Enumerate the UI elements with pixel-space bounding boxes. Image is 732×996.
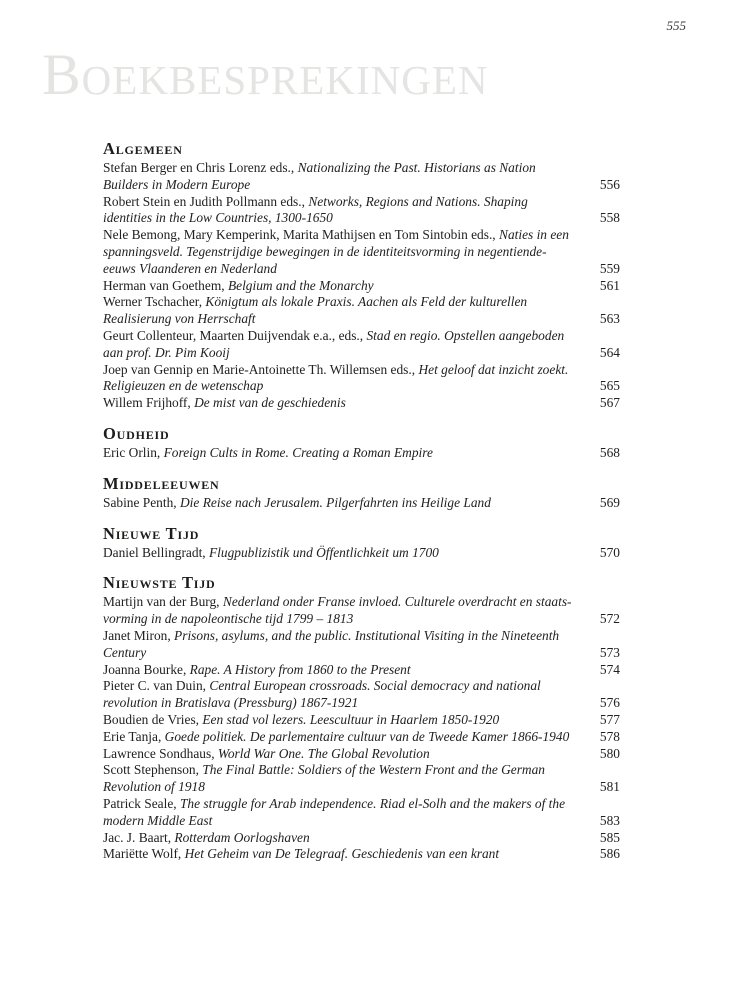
entry-title: Die Reise nach Jerusalem. Pilgerfahrten ins Heilige Land xyxy=(180,494,491,510)
entry-page-number: 580 xyxy=(599,745,620,761)
entry-title: De mist van de geschiedenis xyxy=(194,395,346,411)
entry-text xyxy=(103,278,586,295)
entry-page-number: 570 xyxy=(599,544,620,560)
entry-title: World War One. The Global Revolution xyxy=(217,745,430,761)
toc-entry xyxy=(103,729,620,746)
entry-title: Belgium and the Monarchy xyxy=(227,277,374,293)
entry-page-number: 578 xyxy=(599,728,620,744)
toc-entry xyxy=(103,328,620,362)
entry-author: Daniel Bellingradt, xyxy=(103,544,206,560)
entry-page-number: 567 xyxy=(599,395,620,411)
entry-page-number: 556 xyxy=(599,176,620,192)
entry-text xyxy=(103,830,586,847)
entry-page-number: 568 xyxy=(599,444,620,460)
section-heading: Oudheid xyxy=(103,423,170,443)
entry-author: Erie Tanja, xyxy=(103,728,162,744)
entry-text xyxy=(103,628,586,662)
entry-title: Naties in een spanningsveld. Tegenstrijdige bewegingen in de identiteitsvorming in negentiende-eeuws Vlaanderen en Nederland xyxy=(103,227,569,276)
entry-page-number: 577 xyxy=(599,711,620,727)
entry-title: Stad en regio. Opstellen aangeboden aan prof. Dr. Pim Kooij xyxy=(103,327,565,360)
entry-author: Geurt Collenteur, Maarten Duijvendak e.a., eds., xyxy=(103,327,364,343)
entry-title: Königtum als lokale Praxis. Aachen als Feld der kulturellen Realisierung von Herrschaft xyxy=(103,294,528,327)
entry-text xyxy=(103,762,586,796)
entry-title: Een stad vol lezers. Leescultuur in Haarlem 1850-1920 xyxy=(202,711,500,727)
toc-entry xyxy=(103,712,620,729)
entry-author: Herman van Goethem, xyxy=(103,277,225,293)
entry-author: Joanna Bourke, xyxy=(103,661,187,677)
entry-author: Eric Orlin, xyxy=(103,444,161,460)
entry-author: Jac. J. Baart, xyxy=(103,829,172,845)
entry-title: Foreign Cults in Rome. Creating a Roman Empire xyxy=(163,444,433,460)
entry-text xyxy=(103,495,586,512)
entry-author: Janet Miron, xyxy=(103,627,171,643)
entry-author: Lawrence Sondhaus, xyxy=(103,745,215,761)
entry-title: Rotterdam Oorlogshaven xyxy=(174,829,310,845)
toc-entry xyxy=(103,746,620,763)
entry-author: Mariëtte Wolf, xyxy=(103,846,182,862)
toc-entry xyxy=(103,594,620,628)
entry-text xyxy=(103,445,586,462)
toc-entry xyxy=(103,846,620,863)
toc-entry xyxy=(103,830,620,847)
page-title: Boekbesprekingen xyxy=(42,42,489,107)
entry-text xyxy=(103,294,586,328)
toc-entry xyxy=(103,445,620,462)
entry-author: Werner Tschacher, xyxy=(103,294,203,310)
section-entries xyxy=(103,445,620,462)
page-number: 555 xyxy=(666,18,686,33)
toc-section xyxy=(103,573,620,863)
toc-entry xyxy=(103,362,620,396)
toc-entry xyxy=(103,278,620,295)
entry-text xyxy=(103,729,586,746)
entry-title: Networks, Regions and Nations. Shaping identities in the Low Countries, 1300-1650 xyxy=(103,193,528,226)
toc-section xyxy=(103,139,620,412)
entry-title: Nederland onder Franse invloed. Culturele overdracht en staatsvorming in de napoleontische tijd 1799 – 1813 xyxy=(103,594,572,627)
entry-title: The struggle for Arab independence. Riad el-Solh and the makers of the modern Middle East xyxy=(103,795,566,828)
entry-page-number: 561 xyxy=(599,277,620,293)
entry-title: Flugpublizistik und Öffentlichkeit um 1700 xyxy=(209,544,439,560)
entry-author: Pieter C. van Duin, xyxy=(103,678,207,694)
entry-page-number: 583 xyxy=(599,812,620,828)
toc-entry xyxy=(103,194,620,228)
toc-section xyxy=(103,524,620,562)
section-entries xyxy=(103,545,620,562)
entry-author: Scott Stephenson, xyxy=(103,762,199,778)
section-heading: Nieuwe Tijd xyxy=(103,523,200,543)
entry-title: The Final Battle: Soldiers of the Western Front and the German Revolution of 1918 xyxy=(103,762,545,795)
entry-page-number: 559 xyxy=(599,260,620,276)
entry-author: Martijn van der Burg, xyxy=(103,594,220,610)
table-of-contents xyxy=(103,139,620,875)
entry-author: Nele Bemong, Mary Kemperink, Marita Mathijsen en Tom Sintobin eds., xyxy=(103,227,496,243)
toc-entry xyxy=(103,545,620,562)
entry-text xyxy=(103,594,586,628)
section-entries xyxy=(103,594,620,863)
entry-text xyxy=(103,545,586,562)
entry-title: Het Geheim van De Telegraaf. Geschiedenis van een krant xyxy=(184,846,500,862)
toc-entry xyxy=(103,495,620,512)
section-heading: Algemeen xyxy=(103,139,183,158)
toc-entry xyxy=(103,762,620,796)
entry-page-number: 576 xyxy=(599,695,620,711)
entry-page-number: 586 xyxy=(599,846,620,862)
toc-entry xyxy=(103,628,620,662)
entry-title: Nationalizing the Past. Historians as Nation Builders in Modern Europe xyxy=(103,160,536,192)
entry-author: Joep van Gennip en Marie-Antoinette Th. Willemsen eds., xyxy=(103,361,416,377)
entry-author: Stefan Berger en Chris Lorenz eds., xyxy=(103,160,295,175)
entry-text xyxy=(103,662,586,679)
entry-title: Het geloof dat inzicht zoekt. Religieuzen en de wetenschap xyxy=(103,361,569,394)
entry-author: Boudien de Vries, xyxy=(103,711,200,727)
entry-author: Patrick Seale, xyxy=(103,795,177,811)
toc-entry xyxy=(103,796,620,830)
section-entries xyxy=(103,495,620,512)
entry-page-number: 572 xyxy=(599,611,620,627)
entry-page-number: 565 xyxy=(599,378,620,394)
toc-entry xyxy=(103,160,620,194)
entry-author: Sabine Penth, xyxy=(103,494,177,510)
entry-author: Robert Stein en Judith Pollmann eds., xyxy=(103,193,305,209)
entry-page-number: 585 xyxy=(599,829,620,845)
entry-page-number: 581 xyxy=(599,779,620,795)
section-heading: Nieuwste Tijd xyxy=(103,573,216,593)
entry-text xyxy=(103,160,586,194)
toc-section xyxy=(103,474,620,512)
entry-text xyxy=(103,227,586,277)
entry-text xyxy=(103,328,586,362)
entry-text xyxy=(103,796,586,830)
entry-page-number: 558 xyxy=(599,210,620,226)
entry-page-number: 564 xyxy=(599,344,620,360)
entry-text xyxy=(103,395,586,412)
entry-title: Central European crossroads. Social democracy and national revolution in Bratislava (Pressburg) 1867-1921 xyxy=(103,678,541,711)
entry-title: Goede politiek. De parlementaire cultuur van de Tweede Kamer 1866-1940 xyxy=(164,728,570,744)
entry-text xyxy=(103,678,586,712)
entry-page-number: 563 xyxy=(599,311,620,327)
entry-title: Rape. A History from 1860 to the Present xyxy=(189,661,411,677)
section-heading: Middeleeuwen xyxy=(103,473,220,493)
entry-text xyxy=(103,746,586,763)
toc-entry xyxy=(103,395,620,412)
entry-text xyxy=(103,362,586,396)
entry-text xyxy=(103,194,586,228)
toc-entry xyxy=(103,678,620,712)
entry-page-number: 573 xyxy=(599,644,620,660)
toc-section xyxy=(103,424,620,462)
section-entries xyxy=(103,160,620,412)
entry-text xyxy=(103,712,586,729)
entry-page-number: 574 xyxy=(599,661,620,677)
entry-text xyxy=(103,846,586,863)
toc-entry xyxy=(103,662,620,679)
entry-author: Willem Frijhoff, xyxy=(103,395,191,411)
toc-entry xyxy=(103,294,620,328)
entry-page-number: 569 xyxy=(599,494,620,510)
entry-title: Prisons, asylums, and the public. Institutional Visiting in the Nineteenth Century xyxy=(103,627,560,660)
toc-entry xyxy=(103,227,620,277)
